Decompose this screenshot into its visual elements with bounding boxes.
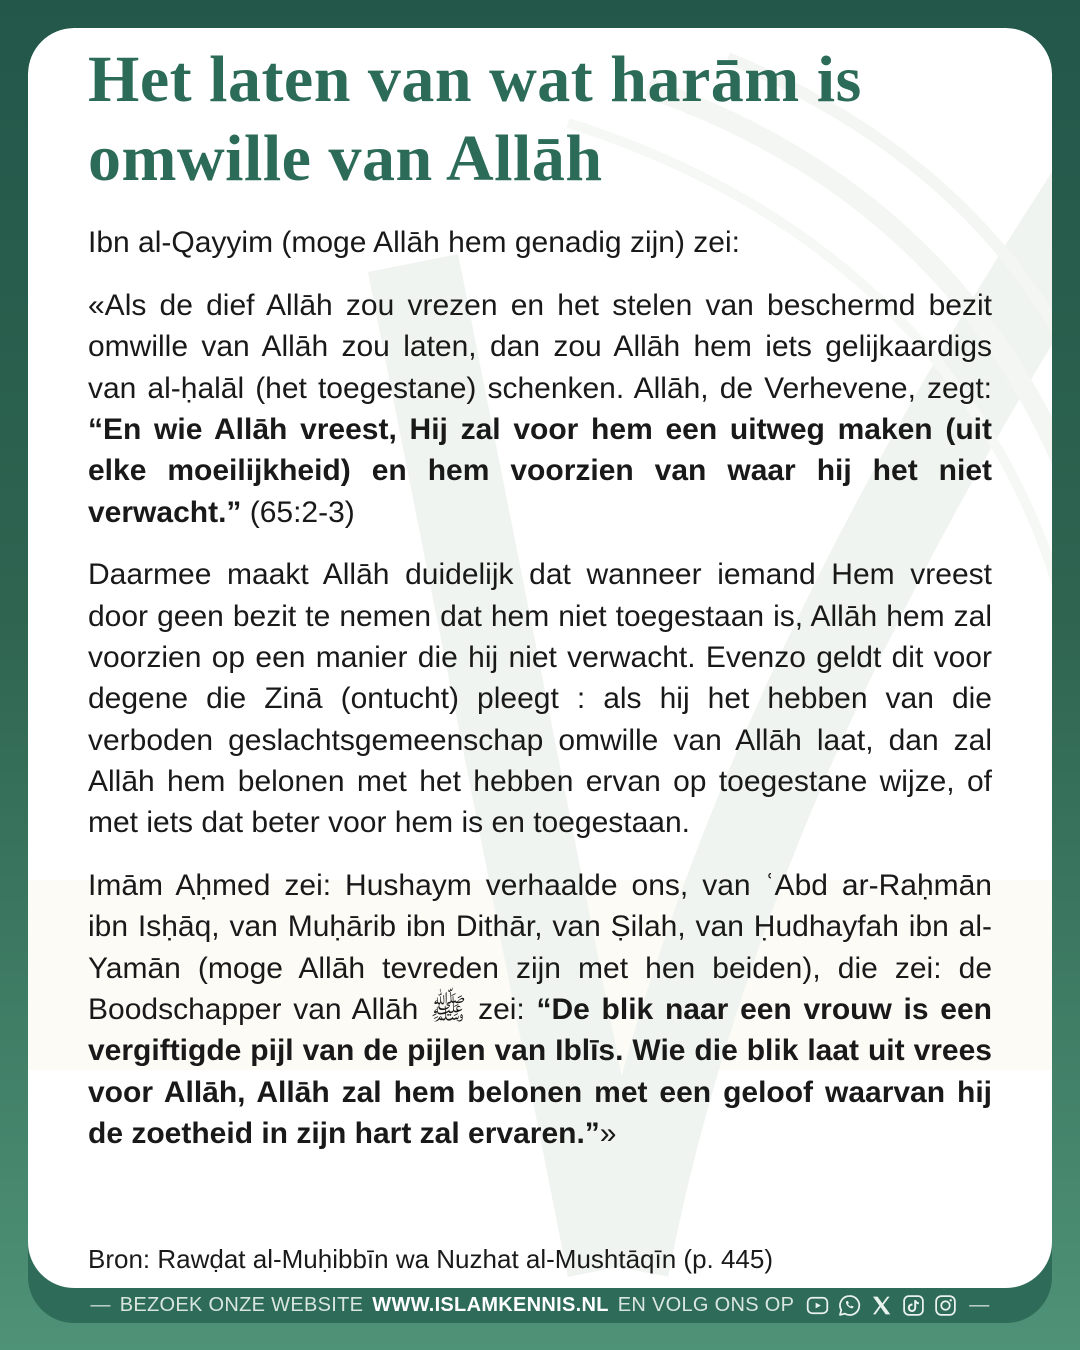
hadith-quote-bold: “De blik naar een vrouw is een vergiftigde pijl van de pijlen van Iblīs. Wie die blik laat uit vrees voor Allāh, Allāh zal hem belonen met een geloof waarvan hij de zoetheid in zijn hart zal ervaren.” [88, 993, 992, 1151]
footer-dash-right: — [969, 1294, 990, 1316]
footer-bar [28, 1288, 1052, 1323]
whatsapp-icon [837, 1293, 862, 1318]
quote-1-regular: «Als de dief Allāh zou vrezen en het stelen van beschermd bezit omwille van Allāh zou laten, dan zou Allāh hem iets gelijkaardigs van al-ḥalāl (het toegestane) schenken. Allāh, de Verhevene, zegt: [88, 288, 992, 405]
poster-card [28, 28, 1052, 1323]
tiktok-icon [901, 1293, 926, 1318]
quote-paragraph-1 [88, 285, 992, 533]
quote-paragraph-3 [88, 865, 992, 1155]
intro-line: Ibn al-Qayyim (moge Allāh hem genadig zijn) zei: [88, 226, 740, 260]
quran-verse-ref: (65:2-3) [241, 495, 355, 529]
social-icons [805, 1293, 958, 1318]
instagram-icon [933, 1293, 958, 1318]
text-layer [88, 40, 992, 1155]
footer-text-post: EN VOLG ONS OP [617, 1294, 795, 1316]
youtube-icon [805, 1293, 830, 1318]
quote-paragraph-2: Daarmee maakt Allāh duidelijk dat wanneer iemand Hem vreest door geen bezit te nemen dat hem niet toegestaan is, Allāh hem zal voorzien op een manier die hij niet verwacht. Evenzo geldt dit voor degene die Zinā (ontucht) pleegt : als hij het hebben van die verboden geslachtsgemeenschap omwille van Allāh laat, dan zal Allāh hem belonen met het hebben ervan op toegestane wijze, of met iets dat beter voor hem is en toegestaan. [88, 558, 992, 840]
content-area [28, 28, 1052, 1288]
closing-guillemet: » [599, 1117, 617, 1151]
footer-text-pre: BEZOEK ONZE WEBSITE [119, 1294, 364, 1316]
footer-website: WWW.ISLAMKENNIS.NL [372, 1294, 609, 1316]
source-line: Bron: Rawḍat al-Muḥibbīn wa Nuzhat al-Mushtāqīn (p. 445) [88, 1244, 774, 1274]
page-title: Het laten van wat harām is omwille van Allāh [88, 43, 862, 196]
x-icon [869, 1293, 894, 1318]
footer-dash-left: — [90, 1294, 111, 1316]
quran-quote-bold: “En wie Allāh vreest, Hij zal voor hem een uitweg maken (uit elke moeilijkheid) en hem voorzien van waar hij het niet verwacht.” [88, 412, 992, 529]
quote-3-regular: Imām Aḥmed zei: Hushaym verhaalde ons, van ʿAbd ar-Raḥmān ibn Isḥāq, van Muḥārib ibn Dithār, van Ṣilah, van Ḥudhayfah ibn al-Yamān (moge Allāh tevreden zijn met hen beiden), die zei: de Boodschapper van Allāh ﷺ zei: [88, 868, 992, 1027]
